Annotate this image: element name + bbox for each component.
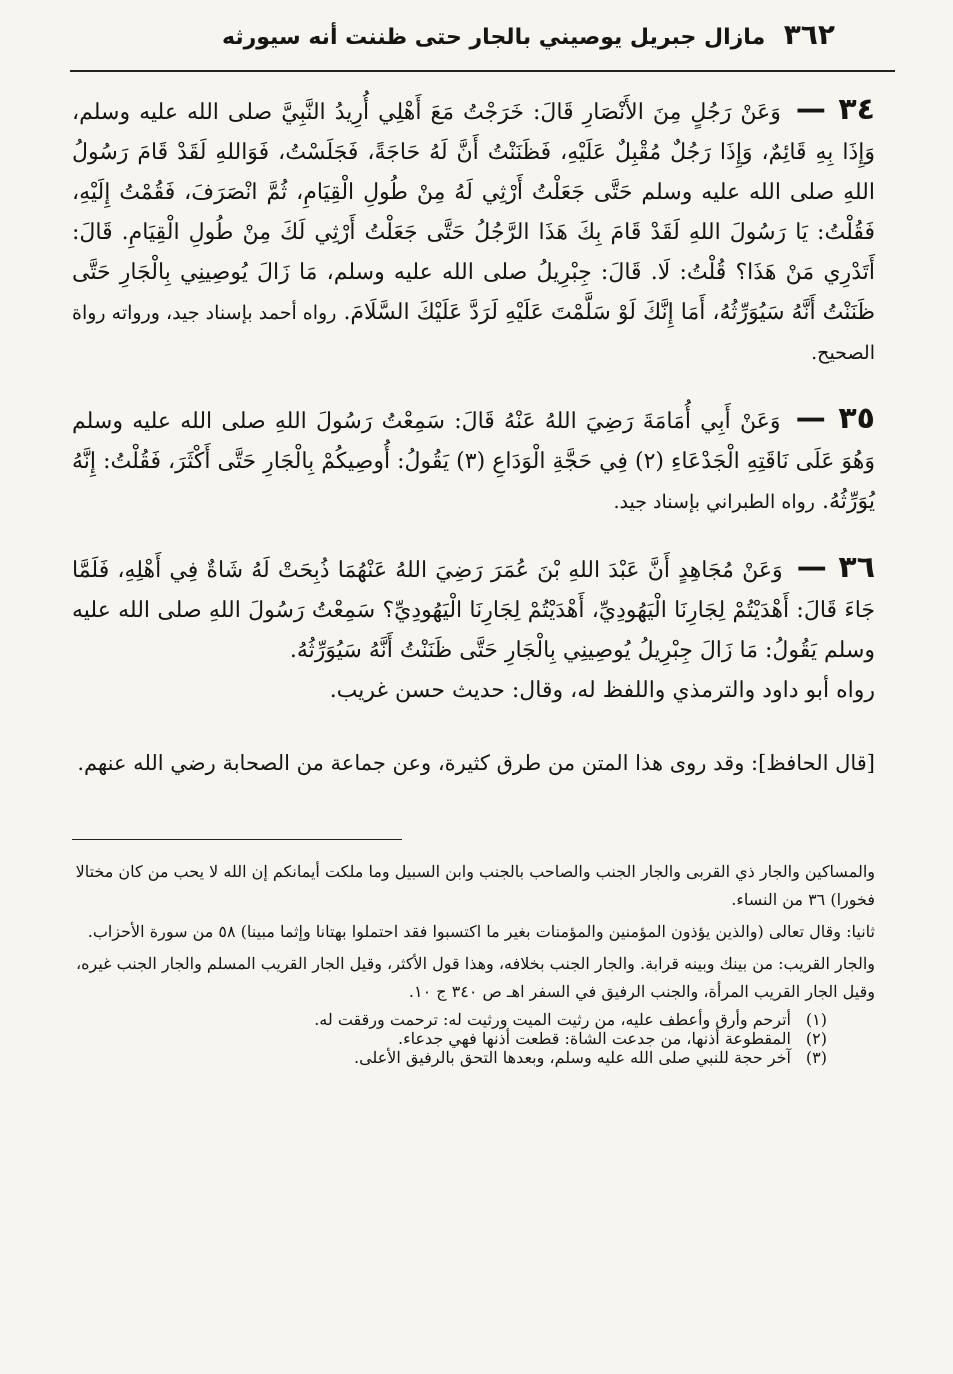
- hadith-source: رواه أحمد بإسناد جيد، ورواته رواة الصحيح.: [72, 302, 875, 364]
- footnote-text: أترحم وأرق وأعطف عليه، من رثيت الميت ورثيت له: ترحمت ورققت له.: [314, 1010, 791, 1029]
- footnote-text: آخر حجة للنبي صلى الله عليه وسلم، وبعدها التحق بالرفيق الأعلى.: [353, 1048, 791, 1067]
- header-rule: [70, 70, 895, 72]
- hadith-36: [72, 548, 875, 711]
- hadith-34: [72, 90, 875, 373]
- hadith-number: ٣٤ —: [795, 92, 875, 127]
- footnote-item: [72, 1048, 875, 1067]
- hadith-source: رواه الطبراني بإسناد جيد.: [613, 491, 815, 513]
- running-head: [72, 18, 875, 64]
- footnote-thaniyan: ثانيا: وقال تعالى (والذين يؤذون المؤمنين والمؤمنات بغير ما اكتسبوا فقد احتملوا بهتانا وإثما مبينا) ٥٨ من سورة الأحزاب.: [87, 922, 875, 941]
- hadith-text: وَعَنْ مُجَاهِدٍ أَنَّ عَبْدَ اللهِ بْنَ عُمَرَ رَضِيَ اللهُ عَنْهُمَا ذُبِحَتْ لَهُ شَاةٌ فِي أَهْلِهِ، فَلَمَّا جَاءَ قَالَ: أَهْدَيْتُمْ لِجَارِنَا الْيَهُودِيِّ، أَهْدَيْتُمْ لِجَارِنَا الْيَهُودِيِّ؟ سَمِعْتُ رَسُولَ اللهِ صلى الله عليه وسلم يَقُولُ: مَا زَالَ جِبْرِيلُ يُوصِينِي بِالْجَارِ حَتَّى ظَنَنْتُ أَنَّهُ سَيُوَرِّثُهُ.: [72, 558, 875, 663]
- footnote-text: المقطوعة أذنها، من جدعت الشاة: قطعت أذنها فهي جدعاء.: [398, 1029, 791, 1048]
- page-number: ٣٦٢: [783, 18, 835, 51]
- footnote-jar-gloss: والجار القريب: من بينك وبينه قرابة. والجار الجنب بخلافه، وهذا قول الأكثر، وقيل الجار القريب المسلم والجار الجنب غيره، وقيل الجار القريب المرأة، والجنب الرفيق في السفر اهـ ص ٣٤٠ ج ١٠.: [75, 954, 875, 1001]
- footnote-rule: [72, 839, 402, 840]
- footnote-continued: والمساكين والجار ذي القربى والجار الجنب والصاحب بالجنب وابن السبيل وما ملكت أيمانكم إن الله لا يحب من كان مختالا فخورا) ٣٦ من النساء.: [75, 862, 875, 909]
- footnote-item: [72, 1010, 875, 1029]
- hadith-text: وَعَنْ أَبِي أُمَامَةَ رَضِيَ اللهُ عَنْهُ قَالَ: سَمِعْتُ رَسُولَ اللهِ صلى الله عليه وسلم وَهُوَ عَلَى نَاقَتِهِ الْجَدْعَاءِ (٢) فِي حَجَّةِ الْوَدَاعِ (٣) يَقُولُ: أُوصِيكُمْ بِالْجَارِ حَتَّى أَكْثَرَ، فَقُلْتُ: إِنَّهُ يُوَرِّثُهُ.: [72, 409, 875, 514]
- hadith-number: ٣٦ —: [796, 550, 876, 585]
- footnote-item: [72, 1029, 875, 1048]
- footnotes: [72, 858, 875, 1067]
- footnote-number: (٢): [805, 1029, 827, 1048]
- footnote-number: (١): [805, 1010, 827, 1029]
- hadith-number: ٣٥ —: [795, 401, 875, 436]
- running-title: مازال جبريل يوصيني بالجار حتى ظننت أنه سيورثه: [222, 25, 766, 50]
- hafiz-note: [72, 737, 875, 789]
- hadith-text: وَعَنْ رَجُلٍ مِنَ الأَنْصَارِ قَالَ: خَرَجْتُ مَعَ أَهْلِي أُرِيدُ النَّبِيَّ صلى الله عليه وسلم، وَإِذَا بِهِ قَائِمٌ، وَإِذَا رَجُلٌ مُقْبِلٌ عَلَيْهِ، فَظَنَنْتُ أَنَّ لَهُ حَاجَةً، فَجَلَسْتُ، فَوَاللهِ لَقَدْ قَامَ رَسُولُ اللهِ صلى الله عليه وسلم حَتَّى جَعَلْتُ أَرْثِي لَهُ مِنْ طُولِ الْقِيَامِ، ثُمَّ انْصَرَفَ، فَقُمْتُ إِلَيْهِ، فَقُلْتُ: يَا رَسُولَ اللهِ لَقَدْ قَامَ بِكَ هَذَا الرَّجُلُ حَتَّى جَعَلْتُ أَرْثِي لَكَ مِنْ طُولِ الْقِيَامِ. قَالَ: أَتَدْرِي مَنْ هَذَا؟ قُلْتُ: لَا. قَالَ: جِبْرِيلُ صلى الله عليه وسلم، مَا زَالَ يُوصِينِي بِالْجَارِ حَتَّى ظَنَنْتُ أَنَّهُ سَيُوَرِّثُهُ، أَمَا إِنَّكَ لَوْ سَلَّمْتَ عَلَيْهِ لَرَدَّ عَلَيْكَ السَّلَامَ.: [72, 100, 875, 325]
- hadith-35: [72, 399, 875, 522]
- hadith-paragraph: [72, 399, 875, 522]
- hafiz-note-text: [قال الحافظ]: وقد روى هذا المتن من طرق كثيرة، وعن جماعة من الصحابة رضي الله عنهم.: [77, 751, 875, 775]
- footnote-number: (٣): [805, 1048, 827, 1067]
- hadith-source: رواه أبو داود والترمذي واللفظ له، وقال: حديث حسن غريب.: [329, 678, 875, 703]
- hadith-paragraph: [72, 548, 875, 671]
- hadith-paragraph: [72, 90, 875, 373]
